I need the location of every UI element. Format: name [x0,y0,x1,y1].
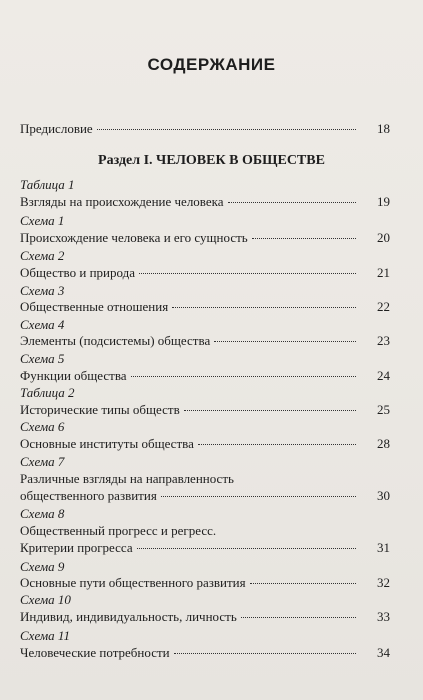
toc-page-number: 33 [377,609,390,624]
toc-entry-title: Основные пути общественного развития [20,575,246,590]
toc-entry-title: Критерии прогресса [20,540,133,555]
toc-page-number: 21 [377,265,390,280]
toc-page-number: 28 [377,436,390,451]
toc-entry-label: Схема 11 [20,628,70,643]
dot-leader [214,341,356,342]
toc-page-number: 20 [377,230,390,245]
dot-leader [131,376,356,377]
toc-page-number: 19 [377,194,390,209]
toc-page-number: 25 [377,402,390,417]
dot-leader [161,496,356,497]
toc-entry-label: Таблица 1 [20,177,75,192]
toc-page-number: 22 [377,299,390,314]
dot-leader [228,202,356,203]
toc-entry [20,367,360,385]
toc-entry-label: Схема 9 [20,559,65,574]
toc-entry [20,487,360,505]
dot-leader [241,617,356,618]
page-title: СОДЕРЖАНИЕ [147,55,276,74]
dot-leader [137,548,356,549]
toc-entry-title: Человеческие потребности [20,645,170,660]
toc-entry [20,264,360,282]
toc-entry-title: Предисловие [20,121,93,136]
toc-entry [20,193,360,211]
toc-entry-preface [20,120,360,138]
toc-page-number: 34 [377,645,390,660]
toc-entry-label: Схема 3 [20,283,65,298]
toc-entry [20,644,360,662]
toc-page-number: 30 [377,488,390,503]
toc-entry-title: Происхождение человека и его сущность [20,230,248,245]
dot-leader [252,238,356,239]
toc-page-number: 18 [377,121,390,136]
toc-entry [20,332,360,350]
dot-leader [97,129,356,130]
dot-leader [198,444,356,445]
toc-entry [20,608,360,626]
toc-page-number: 32 [377,575,390,590]
toc-page-number: 24 [377,368,390,383]
toc-entry-title: Общественные отношения [20,299,169,314]
dot-leader [184,410,356,411]
toc-entry [20,574,360,592]
toc-page-number: 31 [377,540,390,555]
toc-entry-title: Элементы (подсистемы) общества [20,333,211,348]
toc-entry [20,229,360,247]
toc-entry-label: Схема 4 [20,317,65,332]
toc-entry-label: Схема 2 [20,248,65,263]
dot-leader [174,653,356,654]
toc-entry [20,539,360,557]
toc-entry-label: Таблица 2 [20,385,75,400]
toc-entry-label: Схема 1 [20,213,65,228]
toc-entry-title: Взгляды на происхождение человека [20,194,224,209]
toc-entry-label: Схема 8 [20,506,65,521]
section-heading: Раздел I. ЧЕЛОВЕК В ОБЩЕСТВЕ [98,153,325,168]
toc-entry-title: Исторические типы обществ [20,402,180,417]
toc-entry-title-line: Общественный прогресс и регресс. [20,523,217,538]
toc-entry-label: Схема 5 [20,351,65,366]
toc-entry [20,435,360,453]
toc-entry-title: Функции общества [20,368,127,383]
toc-entry-title: Индивид, индивидуальность, личность [20,609,237,624]
toc-entry-label: Схема 6 [20,419,65,434]
dot-leader [250,583,356,584]
toc-entry-title: Основные институты общества [20,436,194,451]
toc-entry-label: Схема 7 [20,454,65,469]
toc-entry-label: Схема 10 [20,592,71,607]
toc-entry-title: Общество и природа [20,265,135,280]
toc-entry-title-line: Различные взгляды на направленность [20,471,234,486]
toc-entry-title: общественного развития [20,488,157,503]
toc-entry [20,298,360,316]
toc-entry [20,401,360,419]
toc-page-number: 23 [377,333,390,348]
dot-leader [139,273,356,274]
dot-leader [172,307,356,308]
